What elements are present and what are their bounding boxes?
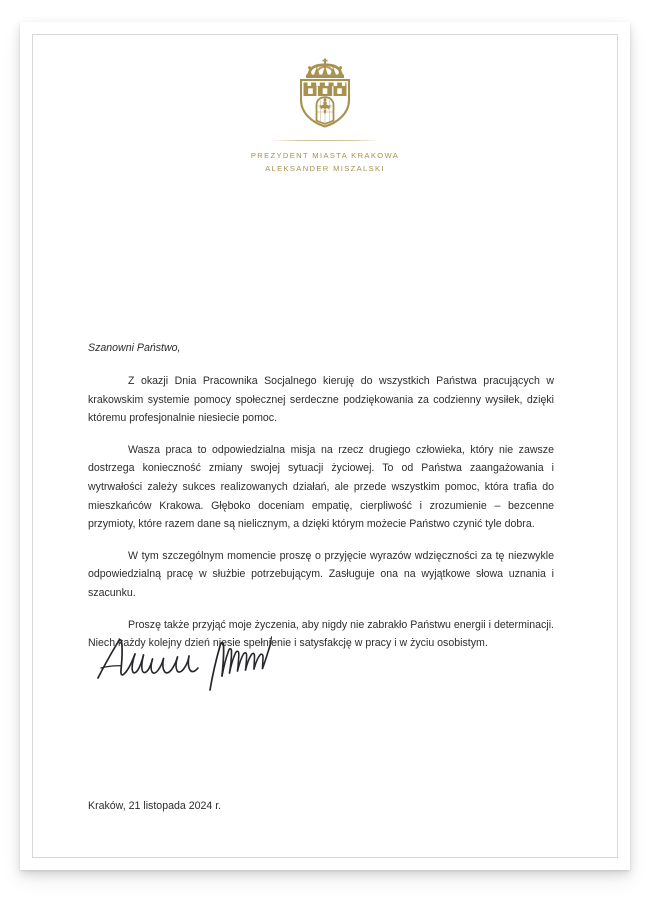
letterhead <box>20 58 630 175</box>
paper-sheet <box>20 22 630 870</box>
krakow-coat-of-arms-icon <box>294 58 356 128</box>
letter-page <box>20 22 630 870</box>
letterhead-divider <box>271 140 379 141</box>
date-line: Kraków, 21 listopada 2024 r. <box>88 800 222 812</box>
letterhead-title-office: PREZYDENT MIASTA KRAKOWA <box>250 151 400 160</box>
handwritten-signature <box>92 626 277 696</box>
letter-body <box>88 340 554 653</box>
letter-paragraph: W tym szczególnym momencie proszę o przyjęcie wyrazów wdzięczności za tę niezwykle odpowiedzialną pracę w służbie potrzebującym. Zasługuje ona na wyjątkowe słowa uznania i szacunku. <box>88 549 554 599</box>
letter-paragraph: Wasza praca to odpowiedzialna misja na rzecz drugiego człowieka, który nie zawsze dostrzega konieczność zmiany swojej sytuacji życiowej. To od Państwa zaangażowania i wytrwałości zależy sukces realizowanych działań, ale przede wszystkim pomoc, która trafia do mieszkańców Krakowa. Głęboko doceniam empatię, cierpliwość i zrozumienie – bezcenne przymioty, które razem dane są nielicznym, a dzięki którym możecie Państwo czynić tyle dobra. <box>88 443 554 531</box>
letter-paragraph: Proszę także przyjąć moje życzenia, aby nigdy nie zabrakło Państwu energii i determinacji. Niech każdy kolejny dzień niesie spełnienie i satysfakcję w pracy i w życiu osobistym. <box>88 618 554 650</box>
signature-icon <box>92 626 277 696</box>
letterhead-title-name: ALEKSANDER MISZALSKI <box>265 163 385 173</box>
letter-paragraph: Z okazji Dnia Pracownika Socjalnego kieruję do wszystkich Państwa pracujących w krakowskim systemie pomocy społecznej serdeczne podziękowania za codzienny wysiłek, dzięki któremu profesjonalnie niesiecie pomoc. <box>88 375 554 425</box>
salutation: Szanowni Państwo, <box>88 342 181 354</box>
